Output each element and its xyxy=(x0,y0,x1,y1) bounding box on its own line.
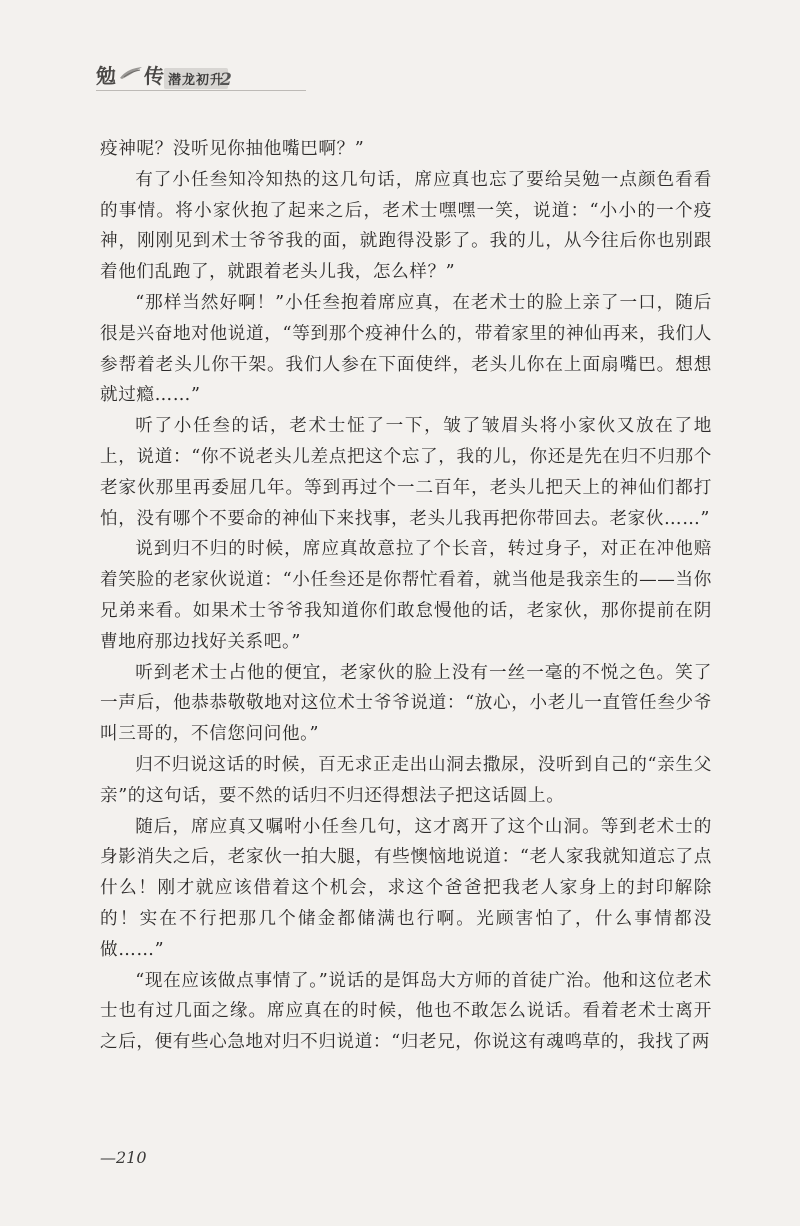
paragraph: 归不归说这话的时候，百无求正走出山洞去撒尿，没听到自己的“亲生父亲”的这句话，要不然的话归不归还得想法子把这话圆上。 xyxy=(100,754,712,806)
paragraph: 有了小任叁知冷知热的这几句话，席应真也忘了要给吴勉一点颜色看看的事情。将小家伙抱了起来之后，老术士嘿嘿一笑，说道：“小小的一个疫神，刚刚见到术士爷爷我的面，就跑得没影了。我的儿，从今往后你也别跟着他们乱跑了，就跟着老头儿我，怎么样？” xyxy=(100,169,712,283)
paragraph: 听了小任叁的话，老术士怔了一下，皱了皱眉头将小家伙又放在了地上，说道：“你不说老头儿差点把这个忘了，我的儿，你还是先在归不归那个老家伙那里再委屈几年。等到再过个一二百年，老头儿把天上的神仙们都打怕，没有哪个不要命的神仙下来找事，老头儿我再把你带回去。老家伙……” xyxy=(100,416,712,529)
paragraph: “那样当然好啊！”小任叁抱着席应真，在老术士的脸上亲了一口，随后很是兴奋地对他说道，“等到那个疫神什么的，带着家里的神仙再来，我们人参帮着老头儿你干架。我们人参在下面使绊，老头儿你在上面扇嘴巴。想想就过瘾……” xyxy=(100,292,712,406)
paragraph: 疫神呢？没听见你抽他嘴巴啊？” xyxy=(100,139,365,159)
body-text xyxy=(100,134,712,1058)
paragraph: 说到归不归的时候，席应真故意拉了个长音，转过身子，对正在冲他赔着笑脸的老家伙说道：“小任叁还是你帮忙看着，就当他是我亲生的——当你兄弟来看。如果术士爷爷我知道你们敢怠慢他的话，老家伙，那你提前在阴曹地府那边找好关系吧。” xyxy=(100,539,712,652)
header-subtitle: 潜龙初升 xyxy=(164,68,228,89)
paragraph: 随后，席应真又嘱咐小任叁几句，这才离开了这个山洞。等到老术士的身影消失之后，老家伙一拍大腿，有些懊恼地说道：“老人家我就知道忘了点什么！刚才就应该借着这个机会，求这个爸爸把我老人家身上的封印解除的！实在不行把那几个储金都储满也行啊。光顾害怕了，什么事情都没做……” xyxy=(100,816,712,960)
header-title-char-1: 勉 xyxy=(96,64,116,88)
running-header xyxy=(96,56,396,96)
header-volume-number: 2 xyxy=(220,70,232,90)
paragraph: 听到老术士占他的便宜，老家伙的脸上没有一丝一毫的不悦之色。笑了一声后，他恭恭敬敬地对这位术士爷爷说道：“放心，小老儿一直管任叁少爷叫三哥的，不信您问问他。” xyxy=(100,662,712,745)
header-rule xyxy=(96,90,306,91)
paragraph: “现在应该做点事情了。”说话的是饵岛大方师的首徒广治。他和这位老术士也有过几面之缘。席应真在的时候，他也不敢怎么说话。看着老术士离开之后，便有些心急地对归不归说道：“归老兄，你说这有魂鸣草的，我找了两 xyxy=(100,970,712,1053)
header-title-char-2: 传 xyxy=(144,64,164,88)
page-number: —210 xyxy=(100,1148,147,1167)
swoosh-ornament-icon xyxy=(118,64,144,82)
